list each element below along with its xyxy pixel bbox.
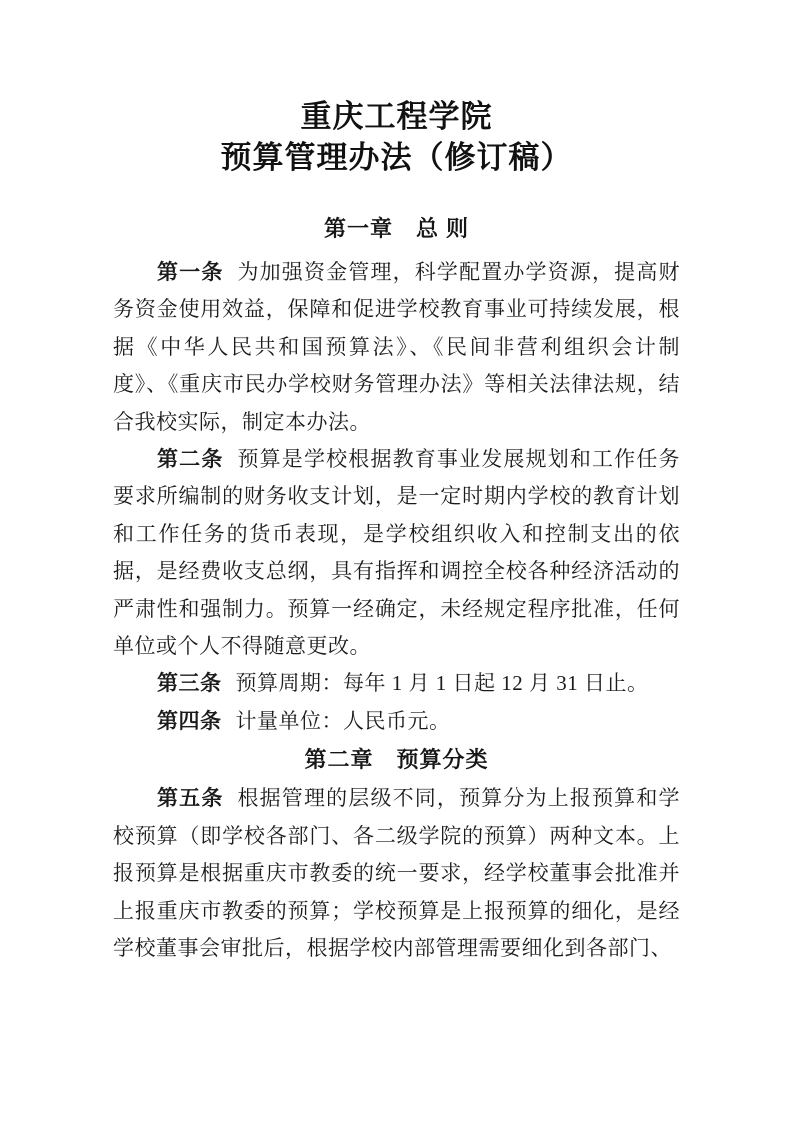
doc-title <box>113 96 680 178</box>
article-5-label: 第五条 <box>157 786 224 811</box>
document-body <box>113 254 680 967</box>
article-3 <box>113 665 680 702</box>
article-5 <box>113 780 680 967</box>
article-4-text: 计量单位：人民币元。 <box>235 708 451 733</box>
article-4 <box>113 703 680 740</box>
article-1-text: 为加强资金管理，科学配置办学资源，提高财务资金使用效益，保障和促进学校教育事业可持续发展，根据《中华人民共和国预算法》、《民间非营利组织会计制度》、《重庆市民办学校财务管理办法》等相关法律法规，结合我校实际，制定本办法。 <box>113 260 681 434</box>
article-2-label: 第二条 <box>157 447 224 472</box>
doc-title-line-1: 重庆工程学院 <box>300 99 493 134</box>
article-5-text: 根据管理的层级不同，预算分为上报预算和学校预算（即学校各部门、各二级学院的预算）两种文本。上报预算是根据重庆市教委的统一要求，经学校董事会批准并上报重庆市教委的预算；学校预算是上报预算的细化，是经学校董事会审批后，根据学校内部管理需要细化到各部门、 <box>113 786 681 960</box>
article-1-label: 第一条 <box>157 260 224 284</box>
article-2-text: 预算是学校根据教育事业发展规划和工作任务要求所编制的财务收支计划，是一定时期内学校的教育计划和工作任务的货币表现，是学校组织收入和控制支出的依据，是经费收支总纲，具有指挥和调控全校各种经济活动的严肃性和强制力。预算一经确定，未经规定程序批准，任何单位或个人不得随意更改。 <box>113 447 681 659</box>
page-content <box>113 0 680 967</box>
doc-title-line-2: 预算管理办法（修订稿） <box>220 140 573 175</box>
chapter-1-heading: 第一章 总 则 <box>323 216 470 241</box>
article-2 <box>113 441 680 665</box>
article-1 <box>113 254 680 441</box>
chapter-2-heading: 第二章 预算分类 <box>304 747 489 773</box>
article-3-label: 第三条 <box>157 671 222 696</box>
article-3-text: 预算周期：每年 1 月 1 日起 12 月 31 日止。 <box>235 671 649 696</box>
article-4-label: 第四条 <box>157 708 222 733</box>
